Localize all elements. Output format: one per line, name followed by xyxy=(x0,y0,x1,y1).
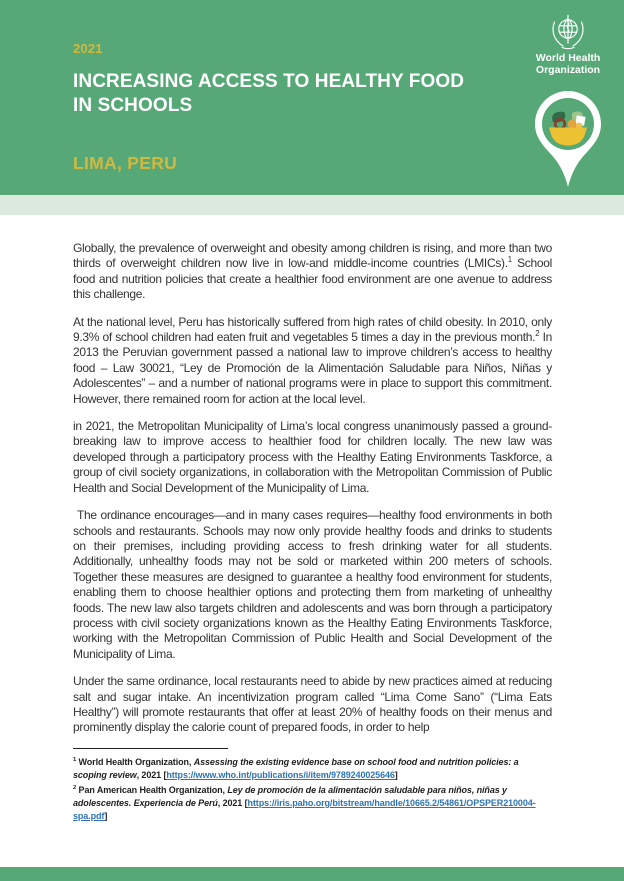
location-label: LIMA, PERU xyxy=(73,153,178,173)
text-segment: ] xyxy=(394,769,398,780)
paragraph-4 xyxy=(73,508,552,662)
page-title xyxy=(73,70,493,117)
text-segment: World Health Organization, xyxy=(76,756,194,767)
text-segment: Ley de promoción de la alimentación saludable para niños, niñas y adolescentes. Experiencia de Perú xyxy=(73,784,507,808)
text-segment: , 2021 [ xyxy=(136,769,167,780)
page-title-line2: IN SCHOOLS xyxy=(73,94,193,116)
text-segment: ] xyxy=(104,810,108,821)
text-segment: Globally, the prevalence of overweight and obesity among children is rising, and more than two thirds of overweight children now live in low-and middle-income countries (LMICs). xyxy=(73,241,552,271)
text-segment: Pan American Health Organization, xyxy=(76,784,228,795)
who-logo-text-line1: World Health xyxy=(535,52,601,64)
footnote-link[interactable]: https://www.who.int/publications/i/item/9789240025646 xyxy=(166,769,395,780)
subheader-strip xyxy=(0,195,624,215)
paragraph-3 xyxy=(73,419,552,496)
footnote-link[interactable]: https://iris.paho.org/bitstream/handle/10665.2/54861/OPSPER210004-spa.pdf xyxy=(73,797,536,821)
who-logo-text-line2: Organization xyxy=(535,63,601,76)
paragraph-5 xyxy=(73,674,552,736)
text-segment: In 2013 the Peruvian government passed a national law to improve children’s access to healthy food – Law 30021, “Ley de Promoción de la Alimentación Saludable para Niños, Niñas y Adolescentes” – and a number of national programs were in place to support this commitment. However, there remained room for action at the local level. xyxy=(73,330,552,406)
text-segment: in 2021, the Metropolitan Municipality of Lima’s local congress unanimously passed a ground-breaking law to improve access to healthier food for children locally. The new law was developed through a participatory process with the Healthy Eating Environments Taskforce, a group of civil society organizations, in collaboration with the Metropolitan Commission of Public Health and Social Development of the Municipality of Lima. xyxy=(73,419,552,495)
superscript-ref: 2 xyxy=(73,784,77,791)
page-title-line1: INCREASING ACCESS TO HEALTHY FOOD xyxy=(73,71,465,92)
text-segment: Assessing the existing evidence base on school food and nutrition policies: a scoping review xyxy=(73,756,519,780)
footnote-2 xyxy=(73,784,552,823)
footnote-divider xyxy=(73,748,228,749)
who-logo xyxy=(524,13,612,76)
paragraph-2 xyxy=(73,315,552,407)
text-segment: School food and nutrition policies that create a healthier food environment are one avenue to address this challenge. xyxy=(73,256,552,302)
paragraph-1 xyxy=(73,241,552,303)
superscript-ref: 2 xyxy=(535,329,540,339)
location-pin-icon xyxy=(535,91,601,188)
text-segment: , 2021 [ xyxy=(217,797,248,808)
header-band xyxy=(0,0,624,195)
text-segment: The ordinance encourages—and in many cases requires—healthy food environments in both schools and restaurants. Schools may now only provide healthy foods and drinks to students on their premises, including providing access to fresh drinking water for all students. Additionally, unhealthy foods may not be sold or marketed within 200 meters of schools. Together these measures are designed to guarantee a healthy food environment for students, enabling them to choose healthier options and protecting them from marketing of unhealthy foods. The new law also targets children and adolescents and was born through a participatory process with civil society organizations known as the Healthy Eating Environments Taskforce, working with the Metropolitan Commission of Public Health and Social Development of the Municipality of Lima. xyxy=(73,508,552,661)
superscript-ref: 1 xyxy=(73,756,77,763)
year-label: 2021 xyxy=(73,41,103,56)
body-content xyxy=(73,241,552,825)
footnote-1 xyxy=(73,756,552,782)
text-segment: At the national level, Peru has historically suffered from high rates of child obesity. In 2010, only 9.3% of school children had eaten fruit and vegetables 5 times a day in the previous month. xyxy=(73,314,552,345)
footnotes-section xyxy=(73,748,552,823)
footer-bar xyxy=(0,867,624,881)
superscript-ref: 1 xyxy=(507,255,512,265)
text-segment: Under the same ordinance, local restaurants need to abide by new practices aimed at reducing salt and sugar intake. An incentivization program called “Lima Come Sano” (“Lima Eats Healthy”) will promote restaurants that offer at least 20% of healthy foods on their menus and prominently display the calorie count of prepared foods, in order to help xyxy=(73,674,552,735)
who-emblem-icon xyxy=(524,13,612,51)
